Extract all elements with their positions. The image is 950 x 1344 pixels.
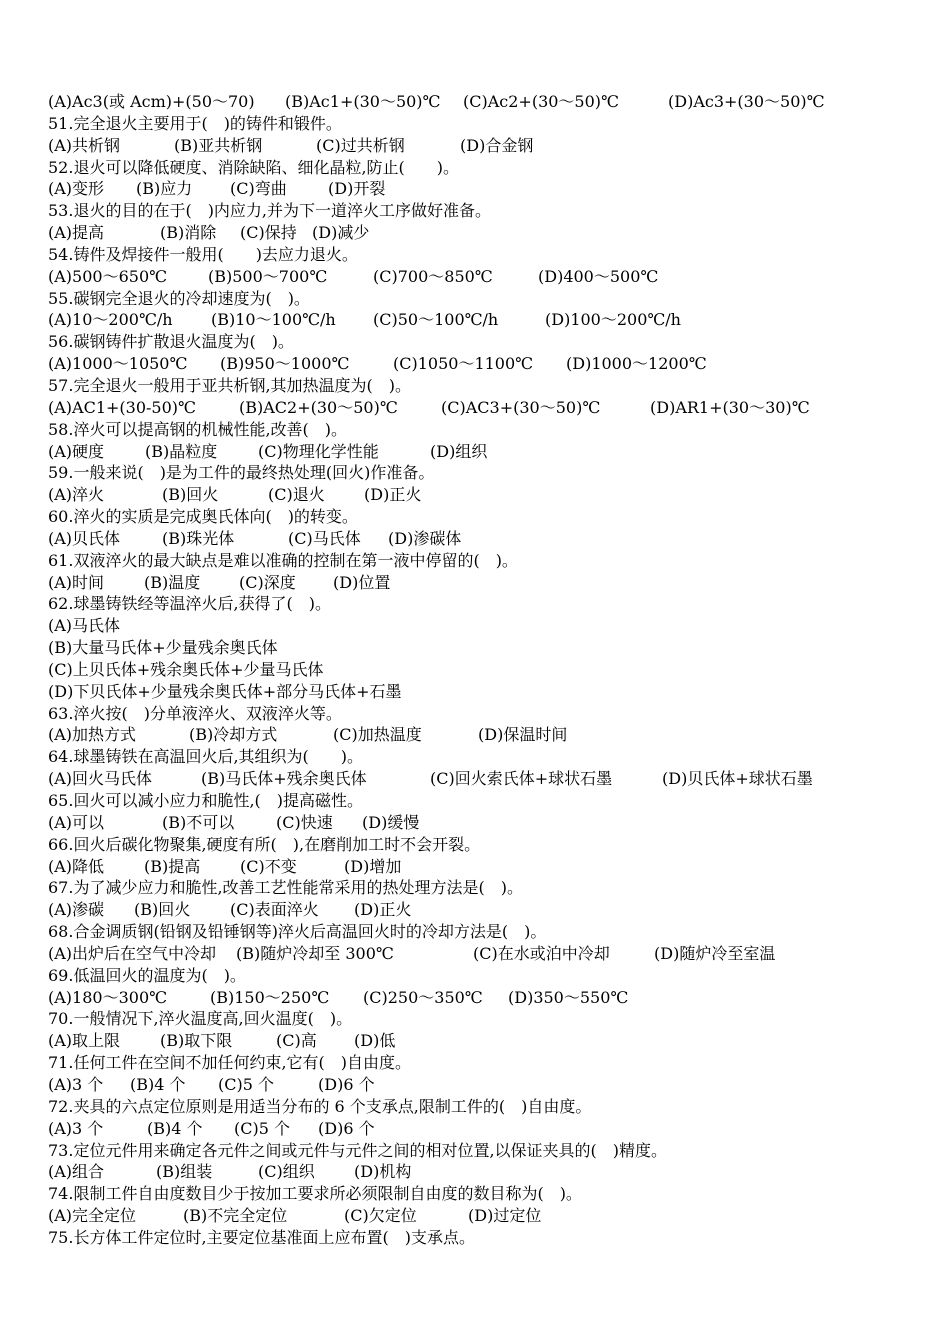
option-row [48,1205,928,1227]
option-row [48,943,928,965]
option-row [48,899,928,921]
option-b: (B)消除 [160,223,217,243]
option-a: (A)3 个 [48,1074,104,1094]
option-row [48,768,928,790]
option-row [48,397,928,419]
option-a: (A)出炉后在空气中冷却 [48,943,217,963]
question-text: 56.碳钢铸件扩散退火温度为( )。 [48,332,294,352]
option-d: (D)合金钢 [460,135,534,155]
question-line [48,462,928,484]
option-c: (C)高 [276,1031,317,1051]
option-c: (C)表面淬火 [230,900,319,920]
option-d: (D)100～200℃/h [545,310,681,330]
question-line [48,681,928,703]
option-b: (B)4 个 [147,1118,203,1138]
question-text: (D)下贝氏体+少量残余奥氏体+部分马氏体+石墨 [48,681,402,701]
question-line [48,659,928,681]
option-a: (A)回火马氏体 [48,769,153,789]
question-line [48,1227,928,1249]
option-d: (D)位置 [333,572,391,592]
option-d: (D)增加 [344,856,402,876]
option-row [48,987,928,1009]
option-a: (A)加热方式 [48,725,137,745]
option-c: (C)组织 [258,1162,315,1182]
option-a: (A)取上限 [48,1031,121,1051]
option-row [48,222,928,244]
option-c: (C)加热温度 [333,725,422,745]
option-d: (D)6 个 [318,1074,375,1094]
option-row [48,178,928,200]
option-c: (C)700～850℃ [373,266,493,286]
option-c: (C)保持 [240,223,297,243]
option-d: (D)组织 [430,441,488,461]
option-a: (A)可以 [48,812,105,832]
option-d: (D)400～500℃ [538,266,659,286]
option-d: (D)开裂 [328,179,386,199]
option-b: (B)回火 [134,900,191,920]
question-line [48,157,928,179]
option-a: (A)10～200℃/h [48,310,173,330]
option-a: (A)淬火 [48,485,105,505]
question-text: 54.铸件及焊接件一般用( )去应力退火。 [48,244,358,264]
option-a: (A)1000～1050℃ [48,354,188,374]
option-d: (D)机构 [354,1162,412,1182]
option-b: (B)温度 [144,572,201,592]
option-b: (B)提高 [144,856,201,876]
option-c: (C)弯曲 [230,179,287,199]
option-row [48,353,928,375]
question-text: 71.任何工件在空间不加任何约束,它有( )自由度。 [48,1053,412,1073]
option-a: (A)500～650℃ [48,266,168,286]
option-c: (C)物理化学性能 [258,441,379,461]
option-a: (A)硬度 [48,441,105,461]
option-c: (C)在水或泊中冷却 [473,943,610,963]
option-b: (B)10～100℃/h [211,310,336,330]
question-text: 61.双液淬火的最大缺点是难以准确的控制在第一液中停留的( )。 [48,550,518,570]
option-b: (B)马氏体+残余奥氏体 [201,769,367,789]
question-line [48,331,928,353]
option-a: (A)AC1+(30-50)℃ [48,397,196,417]
option-row [48,1074,928,1096]
option-row [48,441,928,463]
option-d: (D)6 个 [318,1118,375,1138]
option-a: (A)180～300℃ [48,987,168,1007]
option-d: (D)过定位 [468,1206,542,1226]
option-row [48,1030,928,1052]
question-line [48,1096,928,1118]
option-b: (B)珠光体 [162,528,235,548]
question-text: 63.淬火按( )分单液淬火、双液淬火等。 [48,703,342,723]
question-text: 72.夹具的六点定位原则是用适当分布的 6 个支承点,限制工件的( )自由度。 [48,1096,592,1116]
question-line [48,1008,928,1030]
option-d: (D)350～550℃ [508,987,629,1007]
option-b: (B)不可以 [162,812,235,832]
question-text: 66.回火后碳化物聚集,硬度有所( ),在磨削加工时不会开裂。 [48,834,481,854]
question-line [48,375,928,397]
option-row [48,528,928,550]
option-d: (D)随炉冷至室温 [654,943,776,963]
question-text: 75.长方体工件定位时,主要定位基准面上应布置( )支承点。 [48,1227,476,1247]
question-line [48,550,928,572]
question-text: (B)大量马氏体+少量残余奥氏体 [48,638,278,658]
option-a: (A)时间 [48,572,105,592]
question-text: 57.完全退火一般用于亚共析钢,其加热温度为( )。 [48,375,412,395]
option-row [48,91,928,113]
option-a: (A)完全定位 [48,1206,137,1226]
option-c: (C)不变 [240,856,297,876]
option-d: (D)Ac3+(30～50)℃ [668,92,825,111]
option-a: (A)贝氏体 [48,528,121,548]
option-a: (A)渗碳 [48,900,105,920]
question-text: 59.一般来说( )是为工件的最终热处理(回火)作准备。 [48,463,435,483]
option-row [48,856,928,878]
question-text: 58.淬火可以提高钢的机械性能,改善( )。 [48,419,348,439]
option-c: (C)回火索氏体+球状石墨 [430,769,613,789]
option-b: (B)4 个 [130,1074,186,1094]
option-b: (B)冷却方式 [189,725,278,745]
option-d: (D)AR1+(30～30)℃ [650,397,810,417]
option-b: (B)取下限 [160,1031,233,1051]
question-line [48,637,928,659]
question-text: 73.定位元件用来确定各元件之间或元件与元件之间的相对位置,以保证夹具的( )精度。 [48,1140,668,1160]
question-text: 55.碳钢完全退火的冷却速度为( )。 [48,288,310,308]
option-b: (B)AC2+(30～50)℃ [239,397,398,417]
option-row [48,266,928,288]
option-d: (D)减少 [312,223,370,243]
question-line [48,1052,928,1074]
option-c: (C)Ac2+(30～50)℃ [463,92,619,111]
question-text: 65.回火可以减小应力和脆性,( )提高磁性。 [48,791,364,810]
question-text: 62.球墨铸铁经等温淬火后,获得了( )。 [48,594,332,614]
option-a: (A)共析钢 [48,135,121,155]
option-b: (B)亚共析钢 [174,135,263,155]
option-d: (D)缓慢 [362,812,420,832]
question-text: 64.球墨铸铁在高温回火后,其组织为( )。 [48,747,364,767]
question-line [48,1140,928,1162]
option-d: (D)保温时间 [478,725,568,745]
option-c: (C)深度 [239,572,296,592]
question-line [48,288,928,310]
question-text: 53.退火的目的在于( )内应力,并为下一道淬火工序做好准备。 [48,201,492,221]
option-c: (C)5 个 [234,1118,290,1138]
question-text: 70.一般情况下,淬火温度高,回火温度( )。 [48,1009,353,1029]
question-text: (A)马氏体 [48,616,121,636]
question-line [48,615,928,637]
question-line [48,113,928,135]
option-c: (C)快速 [276,812,333,832]
option-d: (D)正火 [364,485,422,505]
option-b: (B)150～250℃ [210,987,330,1007]
question-text: 67.为了减少应力和脆性,改善工艺性能常采用的热处理方法是( )。 [48,878,524,898]
option-row [48,812,928,834]
question-line [48,834,928,856]
question-line [48,244,928,266]
option-a: (A)降低 [48,856,105,876]
question-text: 68.合金调质钢(铅钢及铅锤钢等)淬火后高温回火时的冷却方法是( )。 [48,922,547,942]
option-row [48,1161,928,1183]
option-b: (B)Ac1+(30～50)℃ [285,92,441,111]
question-line [48,965,928,987]
question-line [48,200,928,222]
option-b: (B)950～1000℃ [220,354,350,374]
option-row [48,1118,928,1140]
option-c: (C)过共析钢 [316,135,405,155]
option-b: (B)回火 [162,485,219,505]
option-c: (C)退火 [268,485,325,505]
option-d: (D)贝氏体+球状石墨 [662,769,813,789]
option-b: (B)应力 [136,179,193,199]
question-line [48,419,928,441]
option-d: (D)1000～1200℃ [566,354,707,374]
question-line [48,593,928,615]
option-row [48,135,928,157]
option-a: (A)Ac3(或 Acm)+(50～70) [48,92,255,111]
option-a: (A)变形 [48,179,105,199]
option-c: (C)250～350℃ [363,987,483,1007]
option-b: (B)500～700℃ [208,266,328,286]
option-row [48,572,928,594]
option-c: (C)AC3+(30～50)℃ [441,397,601,417]
option-b: (B)不完全定位 [183,1206,288,1226]
question-line [48,790,928,812]
question-text: 69.低温回火的温度为( )。 [48,965,246,985]
option-b: (B)晶粒度 [145,441,218,461]
question-text: 74.限制工件自由度数目少于按加工要求所必须限制自由度的数目称为( )。 [48,1184,582,1204]
option-c: (C)1050～1100℃ [393,354,534,374]
question-text: 60.淬火的实质是完成奥氏体向( )的转变。 [48,507,358,527]
question-text: (C)上贝氏体+残余奥氏体+少量马氏体 [48,659,324,679]
option-a: (A)3 个 [48,1118,104,1138]
question-line [48,746,928,768]
option-row [48,724,928,746]
question-text: 52.退火可以降低硬度、消除缺陷、细化晶粒,防止( )。 [48,157,460,177]
option-d: (D)低 [354,1031,396,1051]
option-a: (A)组合 [48,1162,105,1182]
option-a: (A)提高 [48,223,105,243]
question-list [48,91,928,1249]
option-row [48,309,928,331]
option-c: (C)欠定位 [344,1206,417,1226]
option-d: (D)正火 [354,900,412,920]
question-line [48,1183,928,1205]
option-b: (B)组装 [156,1162,213,1182]
option-row [48,484,928,506]
option-c: (C)50～100℃/h [373,310,499,330]
question-text: 51.完全退火主要用于( )的铸件和锻件。 [48,113,342,133]
question-line [48,703,928,725]
question-line [48,921,928,943]
question-line [48,506,928,528]
question-line [48,877,928,899]
option-c: (C)马氏体 [288,528,361,548]
option-c: (C)5 个 [218,1074,274,1094]
option-d: (D)渗碳体 [388,528,462,548]
option-b: (B)随炉冷却至 300℃ [236,943,394,963]
